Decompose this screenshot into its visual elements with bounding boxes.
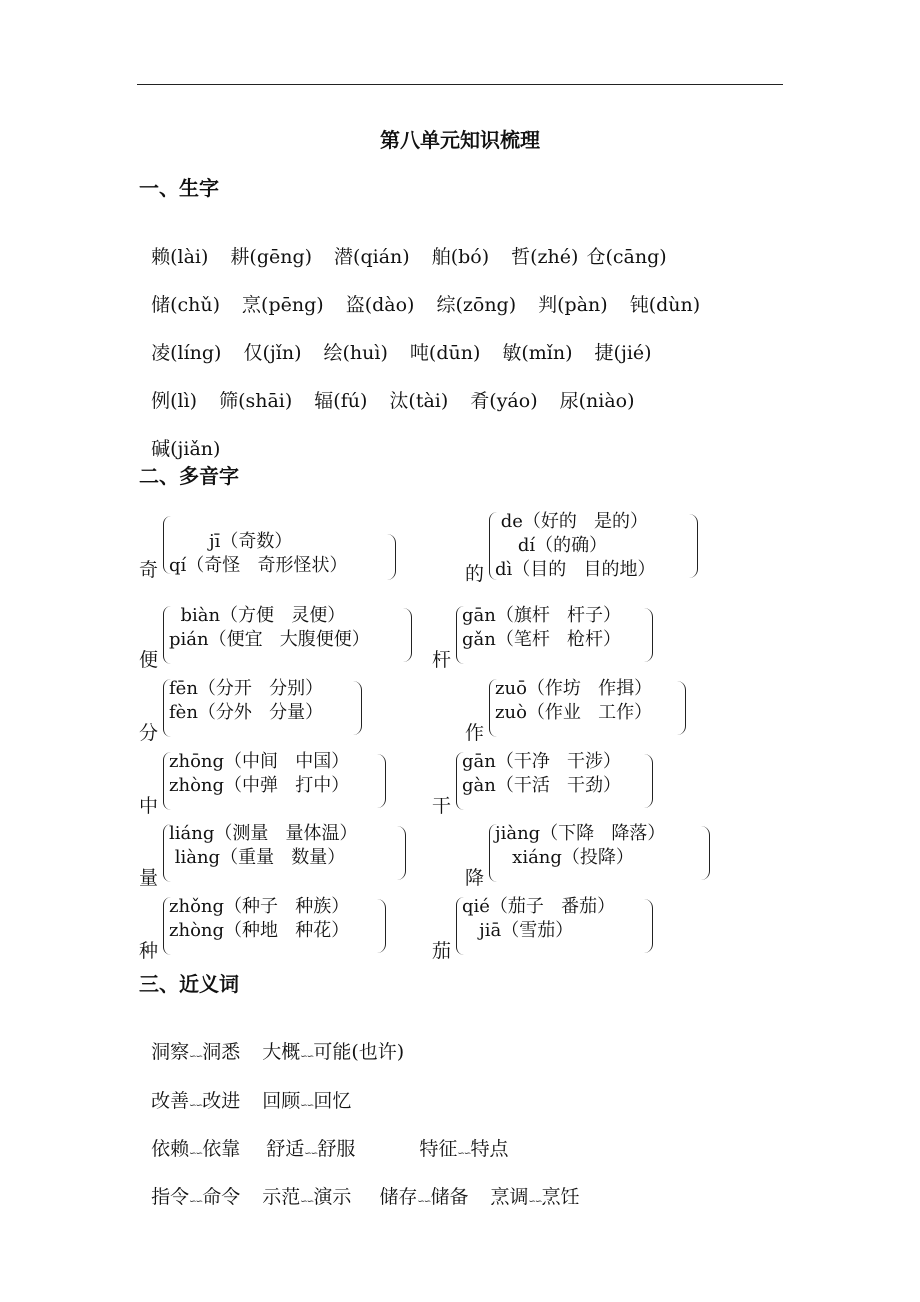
page-title: 第八单元知识梳理 [380, 128, 540, 152]
char-item: 钝(dùn) [629, 294, 701, 316]
reading: qí（奇怪 奇形怪状） [169, 555, 348, 576]
reading: zuō（作坊 作揖） [495, 678, 653, 699]
polyphone-entry [139, 748, 399, 816]
tilde-connector: ∽∽ [417, 1197, 431, 1207]
char-item: 综(zōng) [436, 294, 517, 316]
right-brace [377, 899, 386, 953]
synonym-pair [262, 1037, 404, 1064]
char-item: 肴(yáo) [470, 390, 538, 412]
synonym-pair [151, 1182, 240, 1209]
char-item: 仓(cāng) [586, 246, 667, 268]
section-heading-new-characters: 一、生字 [139, 176, 219, 200]
tilde-connector: ∽∽ [304, 1149, 318, 1159]
right-brace [377, 754, 386, 808]
char-item: 烹(pēng) [242, 294, 324, 316]
char-item: 汰(tài) [389, 390, 449, 412]
section-heading-synonyms: 三、近义词 [139, 972, 239, 996]
reading: fèn（分外 分量） [169, 702, 324, 723]
tilde-connector: ∽∽ [300, 1197, 314, 1207]
synonym-word: 储备 [430, 1186, 469, 1208]
header-rule [137, 84, 783, 85]
reading: liàng（重量 数量） [169, 847, 346, 868]
polyphone-readings [462, 604, 621, 652]
polyphone-readings [169, 677, 323, 725]
polyphone-entry [432, 893, 662, 961]
char-item: 哲(zhé) [511, 246, 579, 268]
synonym-word: 改进 [202, 1090, 241, 1112]
right-brace [353, 681, 362, 735]
synonym-word: 舒服 [317, 1138, 356, 1160]
char-item: 凌(líng) [151, 342, 222, 364]
polyphone-char: 奇 [139, 559, 159, 581]
synonym-word: 依靠 [202, 1138, 241, 1160]
synonym-line [139, 1112, 508, 1161]
synonym-word: 依赖 [151, 1138, 190, 1160]
polyphone-entry [465, 508, 705, 584]
polyphone-char: 干 [432, 795, 452, 817]
polyphone-char: 茄 [432, 940, 452, 962]
synonym-word: 特征 [419, 1138, 458, 1160]
synonym-word: 烹调 [490, 1186, 529, 1208]
right-brace [644, 899, 653, 953]
synonym-word: 大概 [262, 1041, 301, 1063]
right-brace [677, 681, 686, 735]
reading: de（好的 是的） [495, 511, 649, 532]
reading: fēn（分开 分别） [169, 678, 324, 699]
char-item: 筛(shāi) [219, 390, 293, 412]
synonym-word: 命令 [202, 1186, 241, 1208]
reading: liáng（测量 量体温） [169, 823, 358, 844]
polyphone-readings [495, 677, 652, 725]
char-item: 潜(qián) [334, 246, 410, 268]
polyphone-readings [169, 822, 358, 870]
reading: gàn（干活 干劲） [462, 775, 622, 796]
polyphone-entry [432, 602, 662, 670]
synonym-word: 储存 [379, 1186, 418, 1208]
reading: zuò（作业 工作） [495, 702, 653, 723]
synonym-word: 洞悉 [202, 1041, 241, 1063]
polyphone-readings [462, 750, 621, 798]
polyphone-char: 中 [139, 795, 159, 817]
reading: zhòng（种地 种花） [169, 920, 350, 941]
synonym-pair [151, 1037, 240, 1064]
reading: zhōng（中间 中国） [169, 751, 350, 772]
synonym-word: 舒适 [266, 1138, 305, 1160]
char-item: 吨(dūn) [409, 342, 481, 364]
char-line [139, 268, 700, 317]
synonym-word: 特点 [470, 1138, 509, 1160]
right-brace [701, 826, 710, 880]
synonym-word: 可能(也许) [313, 1041, 405, 1063]
reading: qié（茄子 番茄） [462, 896, 616, 917]
polyphone-char: 分 [139, 722, 159, 744]
polyphone-entry [139, 893, 399, 961]
char-item: 捷(jié) [594, 342, 652, 364]
reading: gǎn（笔杆 枪杆） [462, 629, 622, 650]
char-item: 舶(bó) [431, 246, 490, 268]
synonym-line [139, 1064, 351, 1113]
section-heading-polyphones: 二、多音字 [139, 464, 239, 488]
reading: dí（的确） [495, 535, 608, 556]
tilde-connector: ∽∽ [528, 1197, 542, 1207]
reading: jiàng（下降 降落） [495, 823, 666, 844]
synonym-pair [151, 1086, 240, 1113]
synonym-line [139, 1015, 404, 1064]
reading: zhòng（中弹 打中） [169, 775, 350, 796]
synonym-word: 回忆 [313, 1090, 352, 1112]
char-item: 判(pàn) [538, 294, 608, 316]
polyphone-entry [139, 512, 409, 580]
polyphone-char: 降 [465, 867, 485, 889]
tilde-connector: ∽∽ [457, 1149, 471, 1159]
polyphone-readings [495, 510, 655, 582]
char-item: 仅(jǐn) [243, 342, 302, 364]
reading: zhǒng（种子 种族） [169, 896, 350, 917]
reading: jiā（雪茄） [462, 920, 574, 941]
char-item: 赖(lài) [151, 246, 209, 268]
synonym-pair [266, 1134, 355, 1161]
char-line [139, 364, 635, 413]
synonym-word: 回顾 [262, 1090, 301, 1112]
char-item: 储(chǔ) [151, 294, 221, 316]
synonym-line [139, 1160, 580, 1209]
polyphone-entry [139, 820, 419, 888]
polyphone-readings [169, 895, 349, 943]
synonym-word: 烹饪 [541, 1186, 580, 1208]
char-line [139, 316, 652, 365]
polyphone-readings [462, 895, 615, 943]
tilde-connector: ∽∽ [189, 1149, 203, 1159]
polyphone-char: 作 [465, 722, 485, 744]
polyphone-char: 量 [139, 867, 159, 889]
reading: biàn（方便 灵便） [169, 605, 346, 626]
polyphone-entry [432, 748, 662, 816]
synonym-pair [262, 1086, 351, 1113]
tilde-connector: ∽∽ [300, 1101, 314, 1111]
right-brace [387, 534, 396, 580]
synonym-word: 演示 [313, 1186, 352, 1208]
synonym-word: 洞察 [151, 1041, 190, 1063]
tilde-connector: ∽∽ [189, 1101, 203, 1111]
polyphone-entry [465, 820, 725, 888]
polyphone-char: 种 [139, 940, 159, 962]
char-item: 盗(dào) [345, 294, 415, 316]
right-brace [644, 608, 653, 662]
synonym-pair [151, 1134, 240, 1161]
right-brace [644, 754, 653, 808]
polyphone-readings [169, 750, 349, 798]
char-line [139, 412, 220, 461]
reading: pián（便宜 大腹便便） [169, 629, 370, 650]
char-item: 耕(gēng) [230, 246, 313, 268]
reading: jī（奇数） [169, 531, 293, 552]
char-item: 敏(mǐn) [502, 342, 573, 364]
synonym-word: 指令 [151, 1186, 190, 1208]
char-item: 绘(huì) [323, 342, 388, 364]
tilde-connector: ∽∽ [189, 1052, 203, 1062]
char-line [139, 220, 667, 269]
synonym-pair [490, 1182, 579, 1209]
synonym-pair [419, 1134, 508, 1161]
polyphone-readings [169, 530, 347, 578]
synonym-word: 改善 [151, 1090, 190, 1112]
synonym-pair [379, 1182, 468, 1209]
polyphone-char: 杆 [432, 649, 452, 671]
tilde-connector: ∽∽ [189, 1197, 203, 1207]
right-brace [397, 826, 406, 880]
reading: dì（目的 目的地） [495, 559, 656, 580]
reading: xiáng（投降） [495, 847, 634, 868]
polyphone-readings [169, 604, 370, 652]
polyphone-entry [465, 675, 705, 743]
char-item: 碱(jiǎn) [151, 438, 221, 460]
polyphone-char: 便 [139, 649, 159, 671]
polyphone-entry [139, 675, 379, 743]
right-brace [403, 608, 412, 662]
polyphone-char: 的 [465, 563, 485, 585]
polyphone-readings [495, 822, 665, 870]
reading: gān（旗杆 杆子） [462, 605, 622, 626]
synonym-pair [262, 1182, 351, 1209]
char-item: 例(lì) [151, 390, 198, 412]
polyphone-entry [139, 602, 419, 670]
synonym-word: 示范 [262, 1186, 301, 1208]
char-item: 辐(fú) [314, 390, 368, 412]
char-item: 尿(niào) [559, 390, 635, 412]
tilde-connector: ∽∽ [300, 1052, 314, 1062]
right-brace [689, 514, 698, 578]
reading: gān（干净 干涉） [462, 751, 622, 772]
